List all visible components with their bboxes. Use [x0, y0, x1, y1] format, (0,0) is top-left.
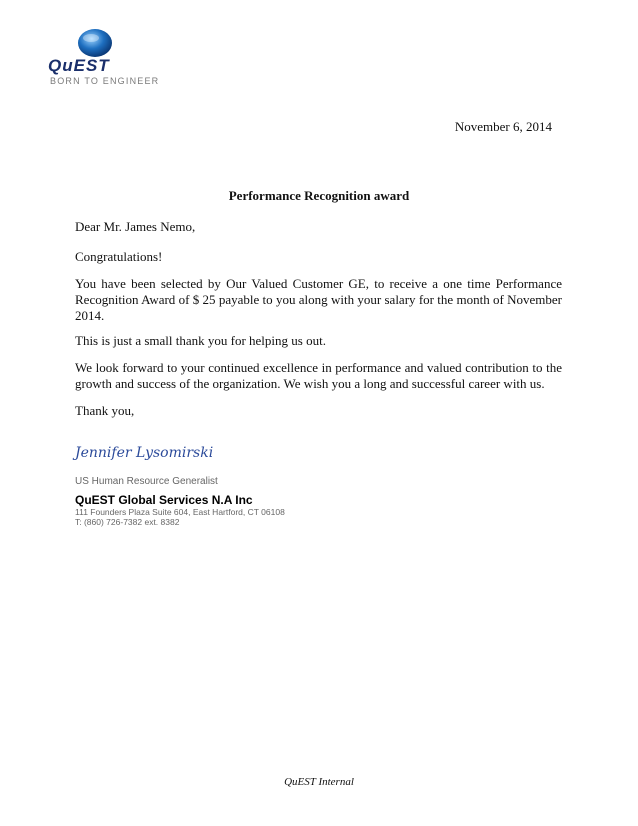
signature: Jennifer Lysomirski: [75, 445, 214, 461]
award-paragraph: You have been selected by Our Valued Customer GE, to receive a one time Performance Recognition Award of $ 25 payable to you along with your salary for the month of November 2014.: [75, 276, 562, 323]
closing-line: Thank you,: [75, 403, 135, 418]
congratulations-line: Congratulations!: [75, 249, 163, 264]
thanks-paragraph: This is just a small thank you for helping us out.: [75, 333, 326, 348]
salutation: Dear Mr. James Nemo,: [75, 219, 196, 234]
company-address: 111 Founders Plaza Suite 604, East Hartford, CT 06108: [75, 507, 285, 517]
company-logo: [44, 26, 160, 88]
logo-wordmark: QuEST: [48, 56, 110, 75]
footer-classification: QuEST Internal: [284, 776, 354, 788]
company-name: QuEST Global Services N.A Inc: [75, 493, 253, 507]
signer-title: US Human Resource Generalist: [75, 476, 218, 487]
logo-tagline: BORN TO ENGINEER: [50, 76, 160, 86]
letter-title: Performance Recognition award: [228, 188, 410, 203]
company-phone: T: (860) 726-7382 ext. 8382: [75, 517, 180, 527]
closing-paragraph: We look forward to your continued excellence in performance and valued contribution to the growth and success of the organization. We wish you a long and successful career with us.: [75, 360, 562, 391]
letter-date: November 6, 2014: [454, 119, 552, 134]
